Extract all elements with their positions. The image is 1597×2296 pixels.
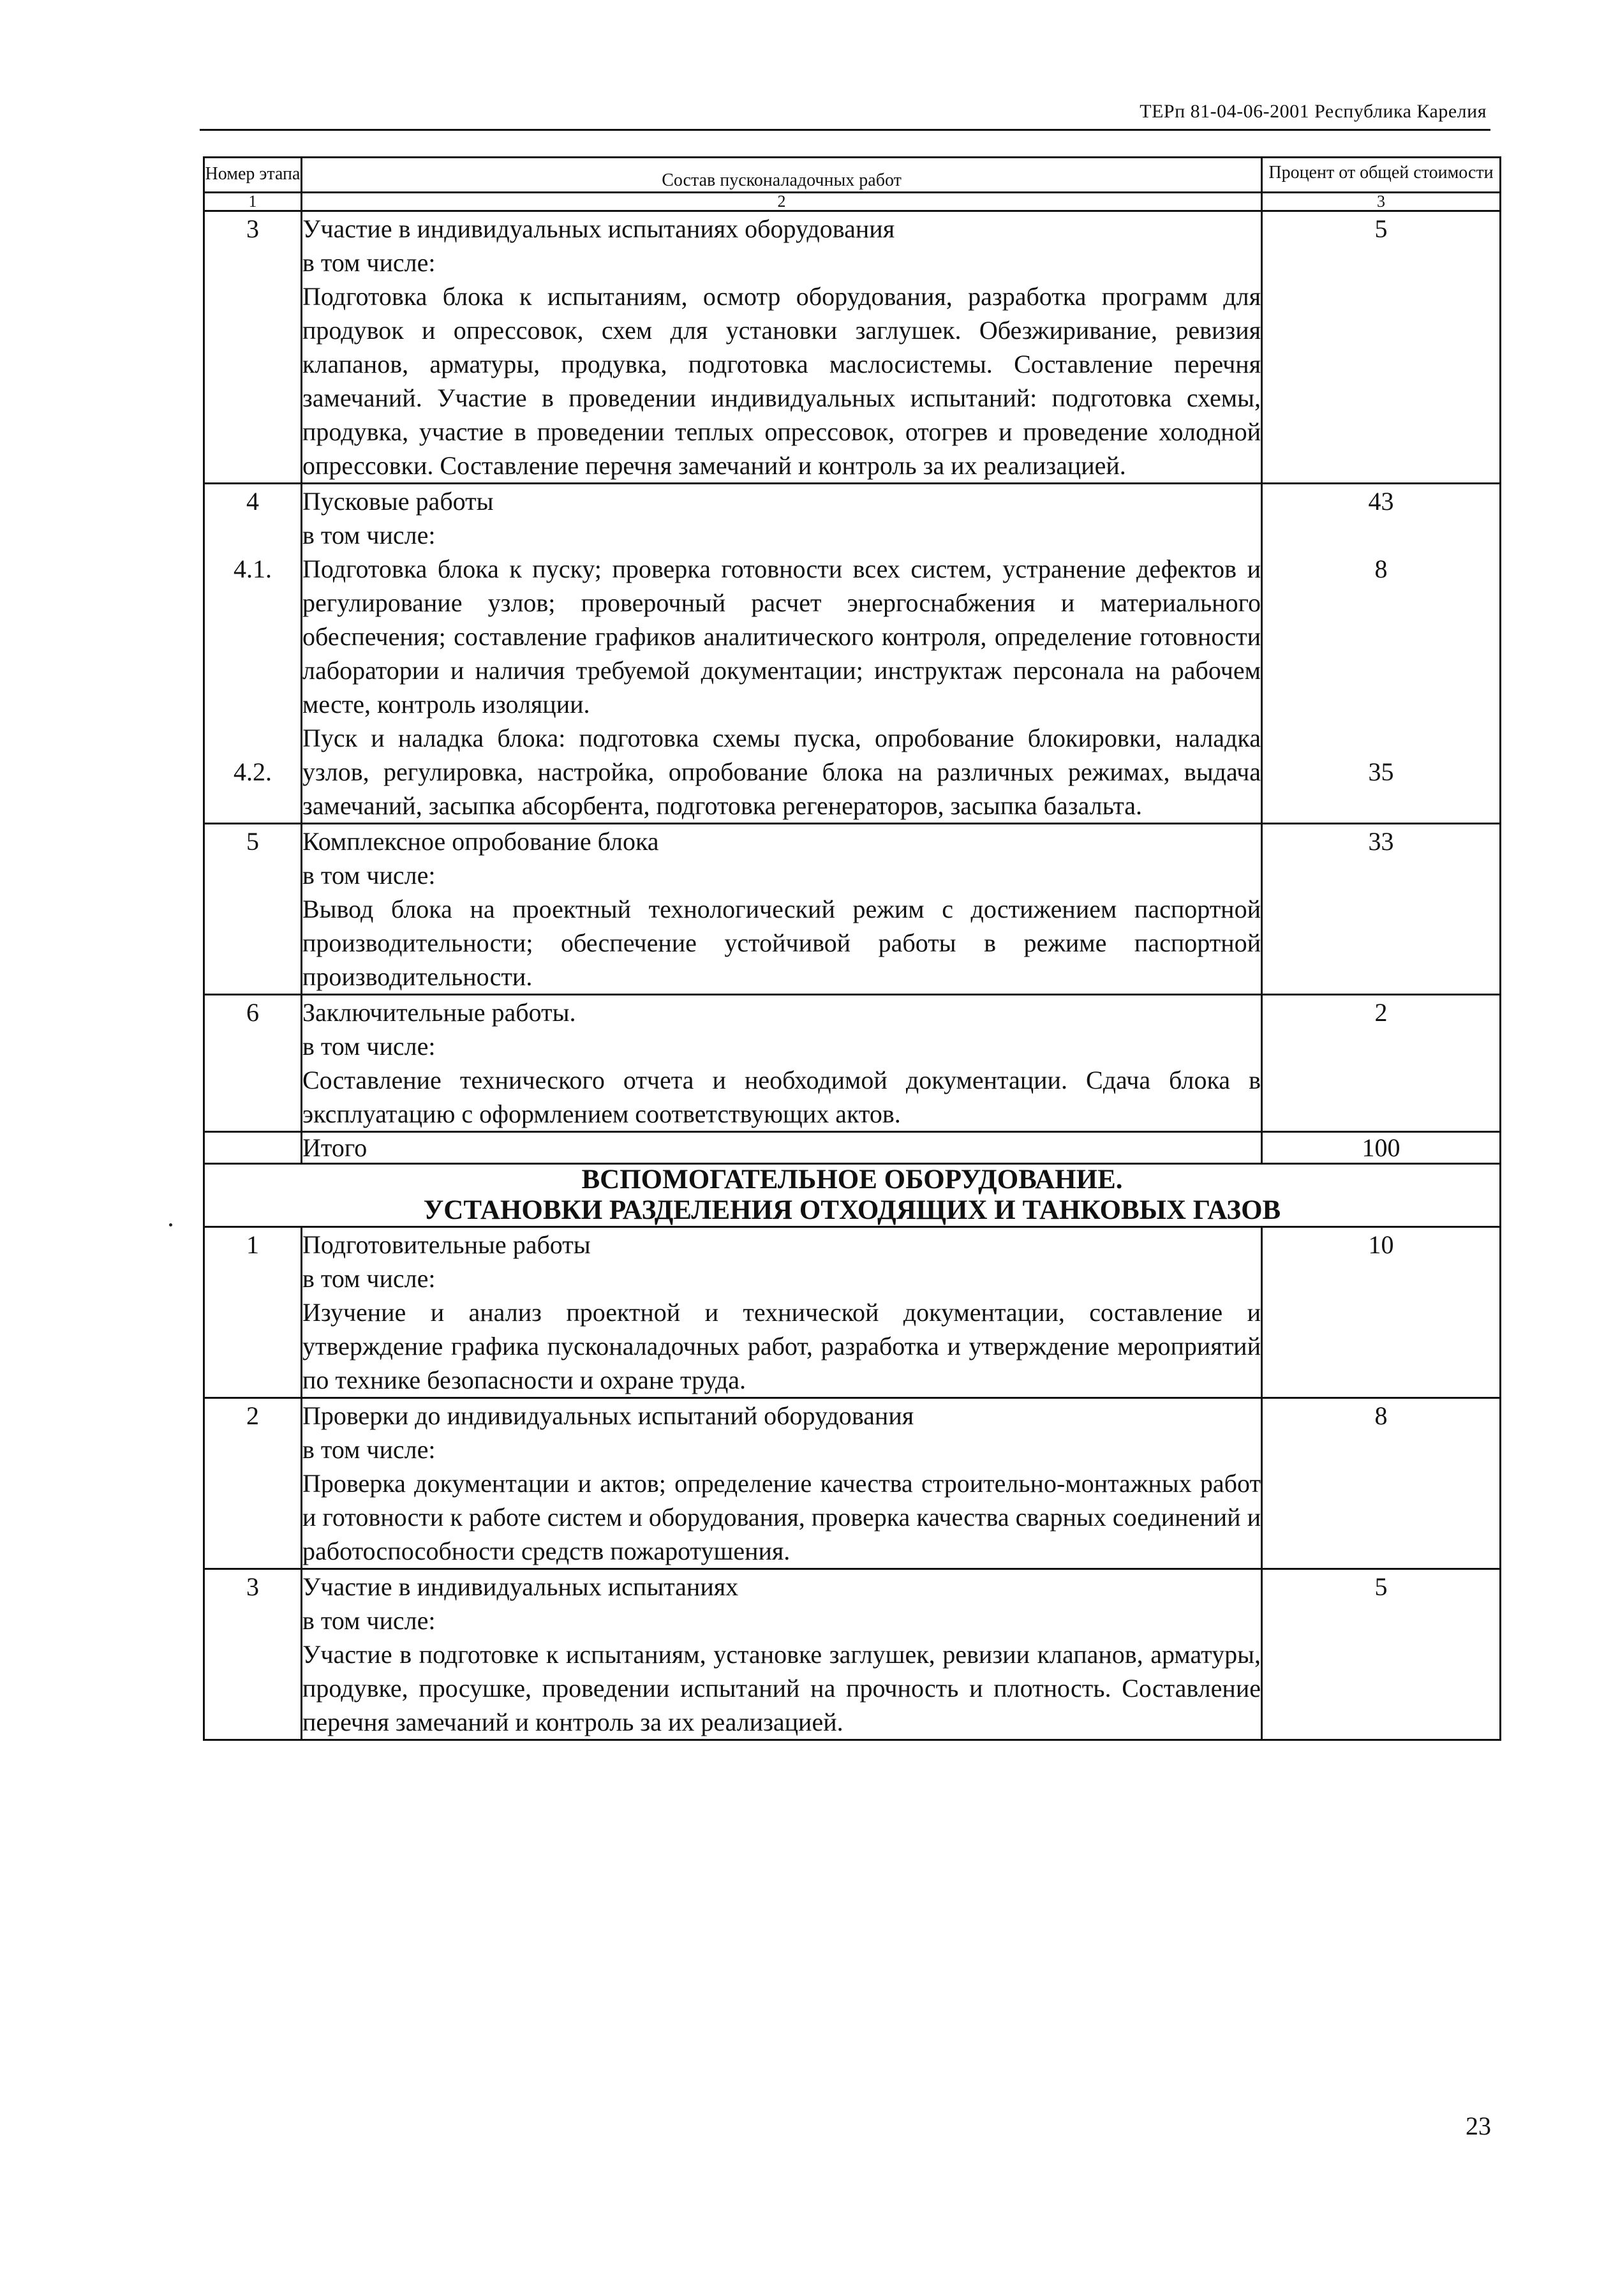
stage-details: Вывод блока на проектный технологический режим с достижением паспортной производительности; обеспечение устойчивой работы в режиме паспортной производительности. — [302, 895, 1261, 991]
stage-number: 2 — [246, 1401, 259, 1430]
substage-percent: 35 — [1368, 757, 1394, 786]
stage-heading: Подготовительные работы — [302, 1230, 591, 1259]
stage-percent: 8 — [1374, 1401, 1388, 1430]
stage-number-spacer — [205, 518, 301, 552]
stage-number-cell — [204, 1398, 302, 1569]
stage-heading: Проверки до индивидуальных испытаний оборудования — [302, 1401, 914, 1430]
stage-percent-spacer — [1263, 518, 1499, 552]
stage-percent-cell — [1262, 824, 1501, 995]
document-reference: ТЕРп 81-04-06-2001 Республика Карелия — [1140, 101, 1487, 122]
stage-percent: 43 — [1368, 487, 1394, 516]
total-empty-cell — [204, 1132, 302, 1164]
stage-number-cell — [204, 211, 302, 484]
column-number-1: 1 — [204, 193, 302, 211]
stage-subheading: в том числе: — [302, 1606, 436, 1635]
stage-number: 4 — [246, 487, 259, 516]
table-row — [204, 824, 1501, 995]
stage-number: 1 — [246, 1230, 259, 1259]
stage-description-cell — [302, 824, 1262, 995]
table-row — [204, 211, 1501, 484]
stage-details: Проверка документации и актов; определение качества строительно-монтажных работ и готовности к работе систем и оборудования, проверка качества сварных соединений и работоспособности средств пожаротушения. — [302, 1469, 1261, 1565]
stage-subheading: в том числе: — [302, 861, 436, 890]
section-header — [204, 1164, 1501, 1227]
stage-heading: Комплексное опробование блока — [302, 827, 659, 856]
header-cost-percent: Процент от общей стоимости — [1262, 158, 1501, 193]
stage-percent: 10 — [1368, 1230, 1394, 1259]
stage-percent: 33 — [1368, 827, 1394, 856]
stage-percent-cell — [1262, 995, 1501, 1132]
stage-subheading: в том числе: — [302, 521, 436, 549]
page-number: 23 — [1466, 2112, 1491, 2140]
stage-number-cell — [204, 824, 302, 995]
stage-percent: 5 — [1374, 214, 1388, 243]
substage-details: Подготовка блока к пуску; проверка готовности всех систем, устранение дефектов и регулирование узлов; проверочный расчет энергоснабжения и материального обеспечения; составление графиков аналитического контроля, определение готовности лаборатории и наличия требуемой документации; инструктаж персонала на рабочем месте, контроль изоляции. — [302, 555, 1261, 719]
table-row — [204, 1569, 1501, 1740]
section-header-row — [204, 1164, 1501, 1227]
total-label: Итого — [302, 1132, 1262, 1164]
stage-subheading: в том числе: — [302, 1032, 436, 1061]
substage-number: 4.2. — [234, 757, 272, 786]
header-stage-number: Номер этапа — [204, 158, 302, 193]
stage-heading: Пусковые работы — [302, 487, 494, 516]
scan-speck — [169, 1223, 172, 1226]
substage-number: 4.1. — [234, 555, 272, 583]
stage-description-cell — [302, 1227, 1262, 1398]
column-number-row — [204, 193, 1501, 211]
stage-number-cell — [204, 1227, 302, 1398]
stage-heading: Участие в индивидуальных испытаниях оборудования — [302, 214, 895, 243]
total-row — [204, 1132, 1501, 1164]
column-number-3: 3 — [1262, 193, 1501, 211]
stage-percent-cell — [1262, 1569, 1501, 1740]
stage-percent: 5 — [1374, 1572, 1388, 1601]
stage-percent-cell — [1262, 484, 1501, 824]
stage-details: Составление технического отчета и необходимой документации. Сдача блока в эксплуатацию с оформлением соответствующих актов. — [302, 1066, 1261, 1128]
table-header-row — [204, 158, 1501, 193]
total-value: 100 — [1262, 1132, 1501, 1164]
stage-description-cell — [302, 211, 1262, 484]
section-title-line-2: УСТАНОВКИ РАЗДЕЛЕНИЯ ОТХОДЯЩИХ И ТАНКОВЫХ ГАЗОВ — [423, 1195, 1281, 1225]
stage-number: 3 — [246, 1572, 259, 1601]
stage-percent-cell — [1262, 1227, 1501, 1398]
stage-description-cell — [302, 995, 1262, 1132]
table-row — [204, 1227, 1501, 1398]
table-row — [204, 1398, 1501, 1569]
stage-number: 5 — [246, 827, 259, 856]
stage-heading: Участие в индивидуальных испытаниях — [302, 1572, 739, 1601]
table-row — [204, 995, 1501, 1132]
stage-subheading: в том числе: — [302, 1264, 436, 1293]
page-header — [200, 96, 1490, 131]
stage-description-cell — [302, 1398, 1262, 1569]
header-work-composition: Состав пусконаладочных работ — [302, 158, 1262, 193]
substage-details: Пуск и наладка блока: подготовка схемы пуска, опробование блокировки, наладка узлов, регулировка, настройка, опробование блока на различных режимах, выдача замечаний, засыпка абсорбента, подготовка регенераторов, засыпка базальта. — [302, 724, 1261, 820]
stage-number: 3 — [246, 214, 259, 243]
stage-percent: 2 — [1374, 998, 1388, 1027]
stage-percent-cell — [1262, 1398, 1501, 1569]
stage-details: Подготовка блока к испытаниям, осмотр оборудования, разработка программ для продувок и опрессовок, схем для установки заглушек. Обезжиривание, ревизия клапанов, арматуры, продувка, подготовка маслосистемы. Составление перечня замечаний. Участие в проведении индивидуальных испытаний: подготовка схемы, продувка, участие в проведении теплых опрессовок, отогрев и проведение холодной опрессовки. Составление перечня замечаний и контроль за их реализацией. — [302, 282, 1261, 480]
stage-number-cell — [204, 484, 302, 824]
stage-heading: Заключительные работы. — [302, 998, 576, 1027]
column-number-2: 2 — [302, 193, 1262, 211]
works-table — [203, 156, 1501, 1741]
stage-percent-cell — [1262, 211, 1501, 484]
table-row — [204, 484, 1501, 824]
stage-details: Изучение и анализ проектной и технической документации, составление и утверждение графика пусконаладочных работ, разработка и утверждение мероприятий по технике безопасности и охране труда. — [302, 1298, 1261, 1394]
stage-description-cell — [302, 1569, 1262, 1740]
stage-number: 6 — [246, 998, 259, 1027]
stage-number-cell — [204, 1569, 302, 1740]
stage-description-cell — [302, 484, 1262, 824]
stage-subheading: в том числе: — [302, 1435, 436, 1464]
stage-subheading: в том числе: — [302, 248, 436, 277]
section-title-line-1: ВСПОМОГАТЕЛЬНОЕ ОБОРУДОВАНИЕ. — [581, 1165, 1123, 1195]
stage-details: Участие в подготовке к испытаниям, установке заглушек, ревизии клапанов, арматуры, продувке, просушке, проведении испытаний на прочность и плотность. Составление перечня замечаний и контроль за их реализацией. — [302, 1640, 1261, 1736]
stage-number-cell — [204, 995, 302, 1132]
substage-percent: 8 — [1374, 555, 1388, 583]
